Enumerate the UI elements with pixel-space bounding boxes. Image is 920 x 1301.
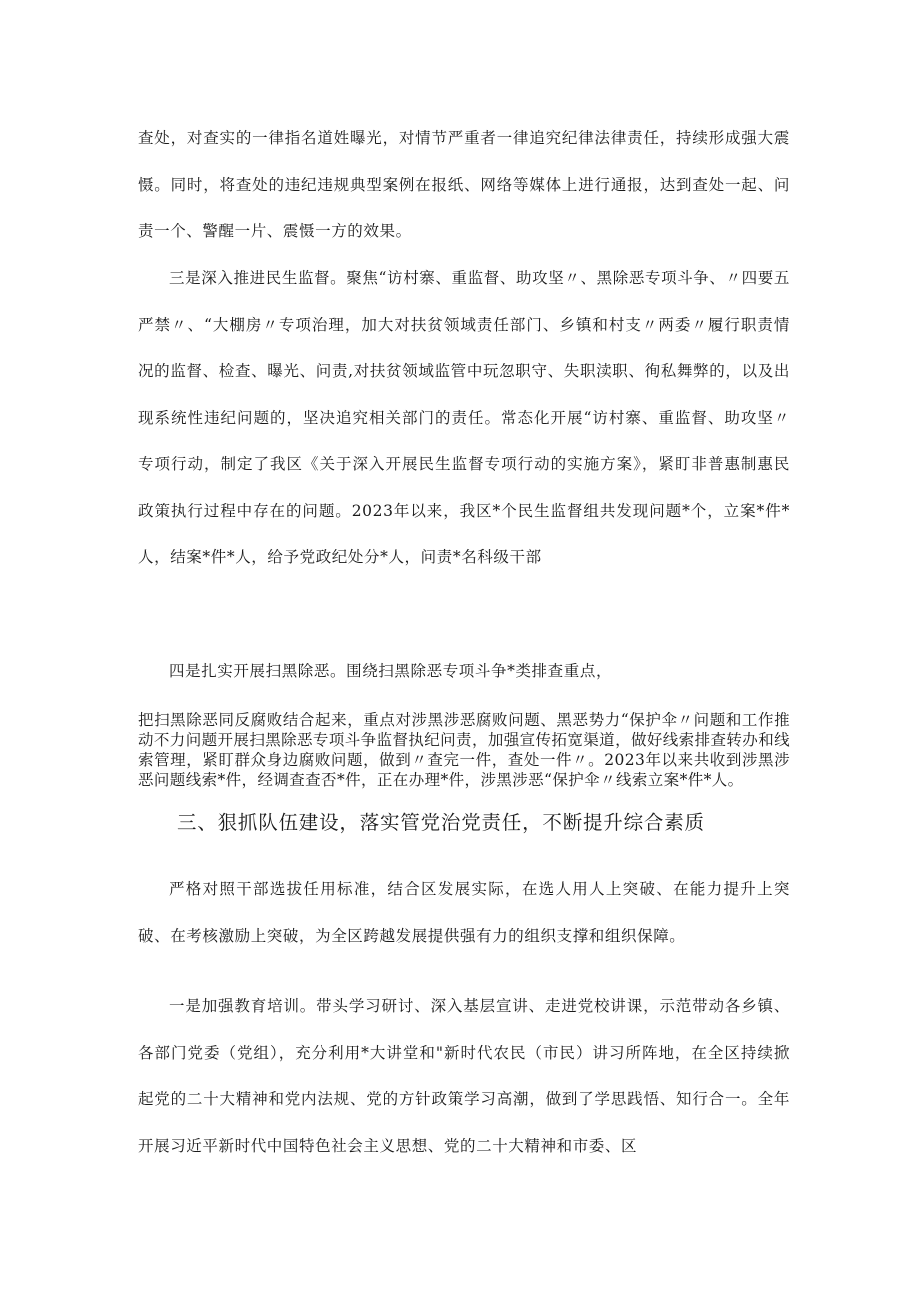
paragraph-anti-gang-details: 把扫黑除恶同反腐败结合起来，重点对涉黑涉恶腐败问题、黑恶势力“保护伞〃问题和工作推动不力问题开展扫黑除恶专项斗争监督执纪问责，加强宣传拓宽渠道，做好线索排查转办和线索管理，紧盯群众身边腐败问题，做到〃查完一件，查处一件〃。2023年以来共收到涉黑涉恶问题线索*件，经调查查否*件，正在办理*件，涉黑涉恶“保护伞〃线索立案*件*人。 [138,711,790,789]
paragraph-anti-gang-intro: 四是扎实开展扫黑除恶。围绕扫黑除恶专项斗争*类排查重点， [169,662,613,680]
paragraph-livelihood-supervision: 三是深入推进民生监督。聚焦“访村寨、重监督、助攻坚〃、黑除恶专项斗争、〃四要五严禁〃、“大棚房〃专项治理，加大对扶贫领域责任部门、乡镇和村支〃两委〃履行职责情况的监督、检查、曝光、问责,对扶贫领域监管中玩忽职守、失职渎职、徇私舞弊的，以及出现系统性违纪问题的，坚决追究相关部门的责任。常态化开展“访村寨、重监督、助攻坚〃专项行动，制定了我区《关于深入开展民生监督专项行动的实施方案》，紧盯非普惠制惠民政策执行过程中存在的问题。2023年以来，我区*个民生监督组共发现问题*个，立案*件*人，结案*件*人，给予党政纪处分*人，问责*名科级干部 [138,269,790,566]
paragraph-cadre-selection: 严格对照干部选拔任用标准，结合区发展实际，在选人用人上突破、在能力提升上突破、在考核激励上突破，为全区跨越发展提供强有力的组织支撑和组织保障。 [138,880,790,945]
paragraph-education-training: 一是加强教育培训。带头学习研讨、深入基层宣讲、走进党校讲课，示范带动各乡镇、各部门党委（党组），充分利用*大讲堂和"新时代农民（市民）讲习所阵地，在全区持续掀起党的二十大精神和党内法规、党的方针政策学习高潮，做到了学思践悟、知行合一。全年开展习近平新时代中国特色社会主义思想、党的二十大精神和市委、区 [138,997,790,1155]
section-heading: 三、狠抓队伍建设，落实管党治党责任，不断提升综合素质 [177,811,705,834]
paragraph-case-exposure: 查处，对查实的一律指名道姓曝光，对情节严重者一律追究纪律法律责任，持续形成强大震慑。同时，将查处的违纪违规典型案例在报纸、网络等媒体上进行通报，达到查处一起、问责一个、警醒一片、震慑一方的效果。 [138,129,790,240]
